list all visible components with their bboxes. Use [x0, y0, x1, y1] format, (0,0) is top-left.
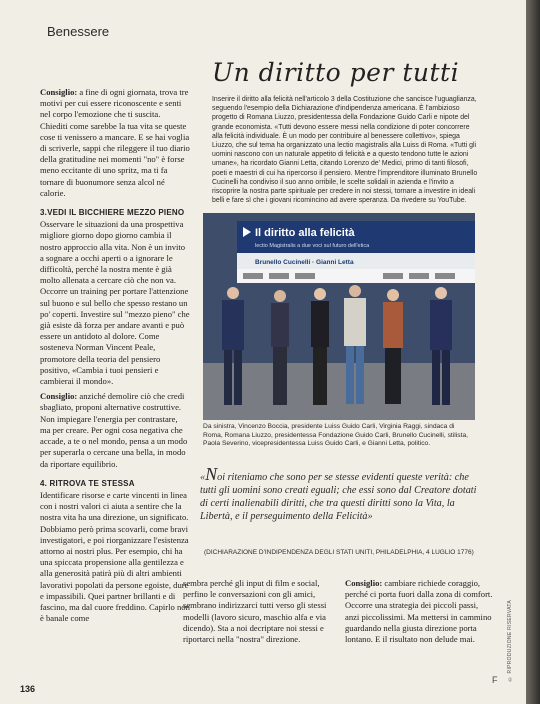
tip-label: Consiglio: [345, 578, 383, 588]
tip-text: a fine di ogni giornata, trova tre motivi per cui essere riconoscente e senti nel corpo l'emozione che ti suscita. Chiediti come sarebbe la tua vita se queste cose ti venissero a mancare. E se hai voglia di scriverle, sappi che rileggere il tuo diario della gratitudine nei momenti "no" è forse meno eccitante di uno spritz, ma ti fa tornare di buonumore senza alcol né calorie. [40, 87, 190, 198]
article-lead: Inserire il diritto alla felicità nell'articolo 3 della Costituzione che sancisce l'uguaglianza, seguendo l'esempio della Dichiarazione d'indipendenza americana. È l'ambizioso progetto di Romana Liuzzo, presidentessa della Fondazione Guido Carli e nipote del grande economista. «Tutti devono essere messi nella condizione di poter concorrere alla felicità individuale. È un modo per contribuire al benessere collettivo», spiega Liuzzo, che sul tema ha organizzato una lectio magistralis alla Luiss di Roma. «Tutti gli uomini nascono con un naturale appetito di felicità e a questo tendono tutte le azioni umane», ha ricordato Gianni Letta, citando Lorenzo de' Medici, primo di tanti filosofi, poeti e maestri di cui ha ripercorso il pensiero. Mentre l'imprenditore illuminato Brunello Cucinelli ha condiviso il suo anno orribile, le scelte solidali in azienda e l'invito a riscoprire la nostra parte spirituale per credere in noi stessi, tornare a investire in ideali belli e fare sì che i giovani ricomincino ad avere speranza. Da rivedere su YouTube. [212, 96, 478, 205]
quote [200, 464, 480, 523]
banner-title: Il diritto alla felicità [255, 227, 355, 239]
article-title: Un diritto per tutti [212, 58, 460, 87]
tip-text: anziché demolire ciò che credi sbagliato, proponi alternative costruttive. Non impiegare l'energia per contrastare, ma per creare. Per ogni cosa negativa che accade, a te o nel mondo, pensa a un modo per superarla o cercane una bella, in modo da riportare equilibrio. [40, 391, 188, 469]
event-photo-graphic [203, 213, 475, 420]
middle-column-bottom: sembra perché gli input di film e social, perfino le conversazioni con gli amici, sembrano indirizzarci tutti verso gli stessi modelli (lavoro sicuro, maschio alfa e via dicendo). Sta a noi decriptare noi stessi e riportarci nella "nostra" direzione. [183, 578, 327, 645]
heading-find-yourself: 4. RITROVA TE STESSA [40, 478, 135, 488]
quote-open: « [200, 472, 206, 483]
paragraph-find-yourself: Identificare risorse e carte vincenti in linea con i nostri valori ci aiuta a sentire che la nostra vita ha una direzione, un significato. Dobbiamo però prima scovarli, come bravi investigatori, e poi riorganizzare l'esistenza attorno ai nostri plus. Per esempio, chi ha una spiccata propensione alla gentilezza e alla generosità patirà più di altri ambienti lavorativi popolati da persone egoiste, dure e impassibili. Quei partner brillanti e di fascino, ma dal cuore freddino. Capirlo non è banale come [40, 489, 190, 624]
tip-label: Consiglio: [40, 87, 78, 97]
tip-label: Consiglio: [40, 391, 78, 402]
person-2 [271, 290, 289, 405]
section-label: Benessere [47, 24, 110, 39]
constructive-tip [40, 391, 190, 469]
rights-note: © RIPRODUZIONE RISERVATA [507, 600, 513, 682]
quote-dropcap: N [205, 464, 218, 484]
tip-text: cambiare richiede coraggio, perché ci porta fuori dalla zona di comfort. Occorre una strategia dei piccoli passi, anzi piccolissimi. Ma mettersi in cammino guardando nella giusta direzione porta lontano. E il risultato non delude mai. [345, 578, 493, 645]
heading-half-full: 3.VEDI IL BICCHIERE MEZZO PIENO [40, 208, 185, 218]
page-number: 136 [20, 684, 36, 694]
left-column [40, 87, 190, 628]
photo-caption: Da sinistra, Vincenzo Boccia, presidente Luiss Guido Carli, Virginia Raggi, sindaca di Roma, Romana Liuzzo, presidentessa Fondazione Guido Carli, Brunello Cucinelli, stilista, Paola Severino, vicepresidentessa Luiss Guido Carli, e Gianni Letta, politico. [203, 423, 469, 448]
gratitude-tip [40, 87, 190, 199]
banner-names: Brunello Cucinelli · Gianni Letta [255, 259, 354, 266]
end-mark: F [492, 675, 498, 685]
paragraph-half-full: Osservare le situazioni da una prospettiva migliore giorno dopo giorno cambia il nostro approccio alla vita. Non è un invito a sognare a occhi aperti o a ignorare le difficoltà, perché la nostra mente è già molto allenata a cercare ciò che non va. Occorre un training per portare l'attenzione sul buono e sul bello che spesso restano un po' coperti. Investire sul "mezzo pieno" che già esiste dà forza per andare avanti e può essere un antidoto al dolore. Come sosteneva Norman Vincent Peale, promotore della teoria del pensiero positivo, «Cambia i tuoi pensieri e cambierai il mondo». [40, 219, 190, 387]
person-5 [383, 289, 403, 404]
page-edge [526, 0, 540, 704]
quote-source: (DICHIARAZIONE D'INDIPENDENZA DEGLI STATI UNITI, PHILADELPHIA, 4 LUGLIO 1776) [204, 549, 474, 556]
right-column-bottom [345, 578, 493, 645]
quote-text: oi riteniamo che sono per se stesse evidenti queste verità: che tutti gli uomini sono creati eguali; che essi sono dal Creatore dotati di certi inalienabili diritti, che tra questi diritti sono la Vita, la Libertà, e il perseguimento della Felicità» [200, 472, 477, 522]
banner-subtitle: lectio Magistralis a due voci sul futuro dell'etica [255, 243, 370, 249]
person-3 [311, 288, 329, 405]
event-photo [203, 213, 475, 420]
